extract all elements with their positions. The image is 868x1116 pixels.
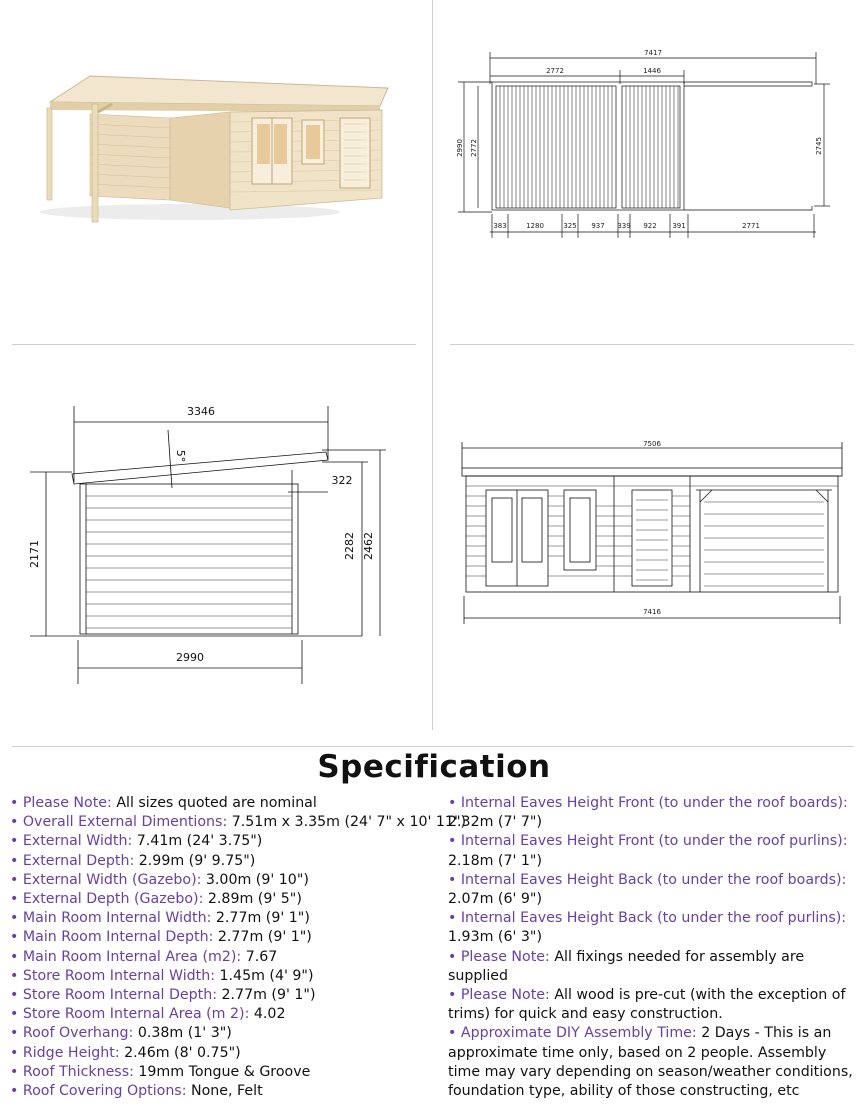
spec-key: • Roof Covering Options: <box>10 1083 191 1100</box>
spec-value: 3.00m (9' 10") <box>205 871 309 888</box>
divider-left <box>12 344 416 345</box>
spec-row <box>448 948 862 986</box>
spec-value: 2.46m (8' 0.75") <box>124 1044 241 1061</box>
dim-front-bottom: 7416 <box>643 608 661 616</box>
dim-side-overhang: 322 <box>331 474 353 487</box>
spec-value: 7.51m x 3.35m (24' 7" x 10' 11") <box>231 814 467 831</box>
spec-key: • Main Room Internal Area (m2): <box>10 948 246 965</box>
dim-plan-top-mid: 1446 <box>643 67 661 75</box>
spec-key: • Main Room Internal Width: <box>10 910 216 927</box>
dim-side-h1: 2282 <box>343 532 356 560</box>
spec-key: • Internal Eaves Height Front (to under the roof boards): <box>448 795 848 811</box>
spec-value: All fixings needed for assembly are supplied <box>448 948 805 984</box>
dim-plan-left-inner: 2772 <box>470 139 478 157</box>
spec-row <box>10 890 435 909</box>
spec-value: None, Felt <box>191 1083 263 1100</box>
dim-plan-bottom-6: 922 <box>643 222 657 230</box>
spec-row <box>10 1082 435 1101</box>
dim-side-left: 2171 <box>28 540 41 568</box>
spec-row <box>10 1044 435 1063</box>
divider-vertical <box>432 0 433 730</box>
dim-side-bottom: 2990 <box>176 651 204 664</box>
dim-plan-bottom-7: 391 <box>672 222 686 230</box>
divider-right <box>450 344 854 345</box>
spec-value: 4.02 <box>253 1006 286 1023</box>
spec-list-left <box>10 794 467 1101</box>
spec-list-right <box>448 794 862 1101</box>
dim-side-h2: 2462 <box>362 532 375 560</box>
dim-plan-overall: 7417 <box>644 49 662 57</box>
dim-front-top: 7506 <box>643 440 661 448</box>
plan-view-drawing <box>452 44 852 244</box>
spec-row <box>10 832 435 851</box>
front-elevation-drawing <box>452 436 852 626</box>
dim-plan-right: 2745 <box>815 137 823 155</box>
spec-value: 2.32m (7' 7") <box>448 814 542 831</box>
spec-row <box>10 852 435 871</box>
spec-row <box>10 813 467 832</box>
spec-key: • Please Note: <box>10 795 117 811</box>
spec-value: 1.93m (6' 3") <box>448 929 542 946</box>
spec-key: • External Width: <box>10 833 137 850</box>
spec-key: • Ridge Height: <box>10 1044 125 1061</box>
spec-row <box>10 871 435 890</box>
spec-key: • Internal Eaves Height Front (to under the roof purlins): <box>448 833 848 850</box>
spec-row <box>448 986 862 1024</box>
spec-value: 2.77m (9' 1") <box>215 910 310 927</box>
dim-side-top: 3346 <box>187 405 215 418</box>
spec-key: • Approximate DIY Assembly Time: <box>448 1025 702 1042</box>
spec-key: • External Depth: <box>10 852 139 869</box>
dim-plan-bottom-3: 325 <box>563 222 577 230</box>
spec-value: 7.67 <box>245 948 278 965</box>
spec-value: 1.45m (4' 9") <box>219 967 314 984</box>
spec-value: 0.38m (1' 3") <box>137 1025 232 1042</box>
spec-value: 7.41m (24' 3.75") <box>136 833 263 850</box>
spec-row <box>10 794 435 813</box>
spec-value: 2.77m (9' 1") <box>217 929 312 946</box>
spec-key: • External Depth (Gazebo): <box>10 891 208 908</box>
spec-value: 2.77m (9' 1") <box>221 987 316 1004</box>
spec-key: • Please Note: <box>448 987 555 1004</box>
spec-value: 2 Days - This is an approximate time only, based on 2 people. Assembly time may vary depending on season/weather conditions, foundation type, ability of those constructing, etc <box>448 1025 853 1100</box>
spec-key: • Overall External Dimentions: <box>10 814 232 831</box>
spec-key: • External Width (Gazebo): <box>10 871 206 888</box>
spec-row <box>10 948 435 967</box>
spec-key: • Roof Overhang: <box>10 1025 138 1042</box>
dim-plan-bottom-5: 339 <box>617 222 631 230</box>
spec-key: • Store Room Internal Area (m 2): <box>10 1006 254 1023</box>
spec-key: • Roof Thickness: <box>10 1063 139 1080</box>
divider-spec <box>12 746 854 747</box>
spec-value: All wood is pre-cut (with the exception of trims) for quick and easy construction. <box>448 987 846 1023</box>
spec-value: 2.99m (9' 9.75") <box>138 852 256 869</box>
dim-plan-top-left: 2772 <box>546 67 564 75</box>
spec-row <box>10 928 435 947</box>
spec-title: Specification <box>317 749 551 785</box>
dim-plan-left-outer: 2990 <box>456 139 464 157</box>
spec-value: 19mm Tongue & Groove <box>138 1063 311 1080</box>
cabin-render <box>20 60 400 230</box>
spec-row <box>10 1005 435 1024</box>
spec-value: 2.89m (9' 5") <box>207 891 302 908</box>
spec-row <box>10 986 435 1005</box>
spec-row <box>448 871 862 909</box>
spec-key: • Please Note: <box>448 948 555 965</box>
spec-row <box>448 909 862 947</box>
dim-plan-bottom-2: 1280 <box>526 222 544 230</box>
spec-row <box>10 909 435 928</box>
spec-row <box>448 794 862 832</box>
spec-row <box>10 1024 435 1043</box>
spec-row <box>448 832 862 870</box>
spec-value: 2.07m (6' 9") <box>448 891 542 908</box>
spec-row <box>10 1063 435 1082</box>
dim-plan-bottom-1: 383 <box>493 222 507 230</box>
spec-key: • Internal Eaves Height Back (to under the roof purlins): <box>448 910 847 927</box>
side-elevation-drawing <box>22 400 402 692</box>
dim-plan-bottom-8: 2771 <box>742 222 760 230</box>
spec-key: • Store Room Internal Depth: <box>10 987 222 1004</box>
spec-key: • Store Room Internal Width: <box>10 967 220 984</box>
spec-row <box>10 967 435 986</box>
spec-value: All sizes quoted are nominal <box>116 795 317 811</box>
dim-plan-bottom-4: 937 <box>591 222 605 230</box>
spec-row <box>448 1024 862 1101</box>
dim-side-angle: 5° <box>174 449 187 463</box>
spec-key: • Main Room Internal Depth: <box>10 929 218 946</box>
spec-value: 2.18m (7' 1") <box>448 852 542 869</box>
spec-key: • Internal Eaves Height Back (to under the roof boards): <box>448 871 847 888</box>
